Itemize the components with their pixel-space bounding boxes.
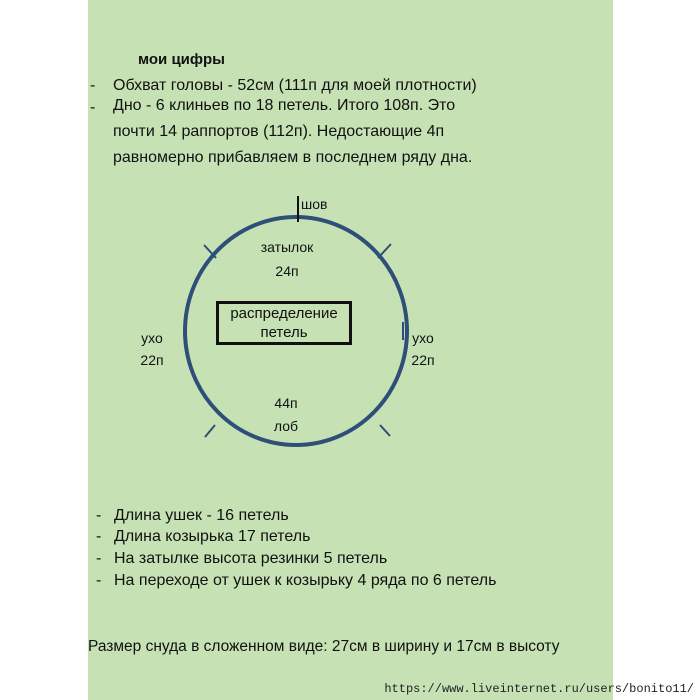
intro-bullet-2: - xyxy=(90,99,96,116)
page-title: мои цифры xyxy=(138,51,225,68)
back-label: затылок xyxy=(260,239,314,255)
seam-label: шов xyxy=(301,196,328,212)
ear-right-label: ухо xyxy=(412,330,434,346)
intro-bullet-1: - xyxy=(90,77,96,94)
box-line-2: петель xyxy=(260,324,308,341)
distribution-box xyxy=(216,301,352,345)
intro-line-3: почти 14 раппортов (112п). Недостающие 4п xyxy=(113,123,445,140)
box-line-1: распределение xyxy=(230,305,338,322)
detail-line-3: На затылке высота резинки 5 петель xyxy=(114,550,388,567)
ear-left-label: ухо xyxy=(141,330,163,346)
intro-line-4: равномерно прибавляем в последнем ряду дна. xyxy=(113,149,473,166)
detail-dash-3: - xyxy=(96,550,102,567)
front-label: лоб xyxy=(273,418,299,434)
source-watermark: https://www.liveinternet.ru/users/bonito11/ xyxy=(384,682,694,696)
detail-dash-4: - xyxy=(96,572,102,589)
intro-line-2: Дно - 6 клиньев по 18 петель. Итого 108п. Это xyxy=(113,97,456,114)
tick-bottom-left xyxy=(205,425,215,437)
intro-line-1: Обхват головы - 52см (111п для моей плотности) xyxy=(113,77,477,94)
detail-line-4: На переходе от ушек к козырьку 4 ряда по 6 петель xyxy=(114,572,497,589)
tick-bottom-right xyxy=(380,425,390,436)
detail-line-2: Длина козырька 17 петель xyxy=(114,528,311,545)
ear-left-count: 22п xyxy=(140,352,164,368)
detail-dash-2: - xyxy=(96,528,102,545)
snood-size: Размер снуда в сложенном виде: 27см в ширину и 17см в высоту xyxy=(88,638,560,655)
front-count: 44п xyxy=(274,395,298,411)
detail-line-1: Длина ушек - 16 петель xyxy=(114,507,289,524)
back-count: 24п xyxy=(275,263,299,279)
ear-right-count: 22п xyxy=(411,352,435,368)
detail-dash-1: - xyxy=(96,507,102,524)
tick-top-right xyxy=(378,244,391,258)
